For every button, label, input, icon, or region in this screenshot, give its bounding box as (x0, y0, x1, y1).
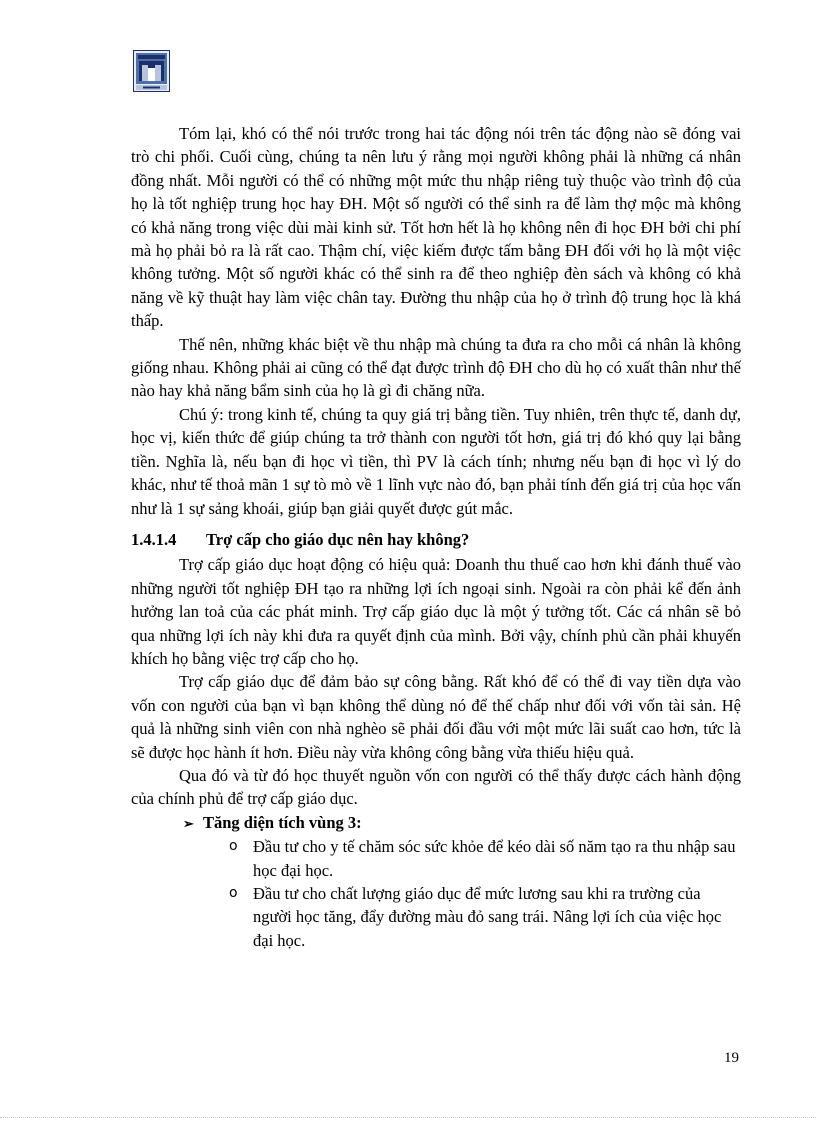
list-item-text: Đầu tư cho chất lượng giáo dục để mức lương sau khi ra trường của người học tăng, đẩy đường màu đỏ sang trái. Nâng lợi ích của việc học đại học. (253, 884, 722, 950)
list-item (131, 882, 741, 952)
list-item (131, 835, 741, 882)
paragraph: Trợ cấp giáo dục hoạt động có hiệu quả: Doanh thu thuế cao hơn khi đánh thuế vào những người tốt nghiệp ĐH tạo ra những lợi ích ngoại sinh. Ngoài ra còn phải kể đến ảnh hưởng lan toả của các phát minh. Trợ cấp giáo dục là một ý tưởng tốt. Các cá nhân sẽ bỏ qua những lợi ích này khi đưa ra quyết định của mình. Bởi vậy, chính phủ cần phải khuyến khích họ bằng việc trợ cấp cho họ. (131, 555, 741, 668)
subheading-text: Tăng diện tích vùng 3: (203, 812, 362, 832)
page-number: 19 (724, 1050, 739, 1066)
circle-bullet-icon: o (229, 838, 238, 855)
section-title: Trợ cấp cho giáo dục nên hay không? (206, 529, 470, 549)
list-item-text: Đầu tư cho y tế chăm sóc sức khỏe để kéo dài số năm tạo ra thu nhập sau học đại học. (253, 837, 736, 880)
paragraph: Thế nên, những khác biệt về thu nhập mà chúng ta đưa ra cho mỗi cá nhân là không giống nhau. Không phải ai cũng có thể đạt được trình độ ĐH cho dù họ có xuất thân như thế nào hay khả năng bẩm sinh của họ là gì đi chăng nữa. (131, 334, 741, 401)
section-number: 1.4.1.4 (131, 529, 177, 549)
page-bottom-divider (0, 1117, 816, 1118)
paragraph: Chú ý: trong kinh tế, chúng ta quy giá trị bằng tiền. Tuy nhiên, trên thực tế, danh dự, học vị, kiến thức để giúp chúng ta trở thành con người tốt hơn, giá trị đó khó quy lại bằng tiền. Nghĩa là, nếu bạn đi học vì tiền, thì PV là cách tính; nhưng nếu bạn đi học vì lý do khác, như tế thoả mãn 1 sự tò mò về 1 lĩnh vực nào đó, bạn phải tính đến giá trị của học vấn như là 1 sự sảng khoái, giúp bạn giải quyết được gút mắc. (131, 404, 741, 518)
paragraph: Qua đó và từ đó học thuyết nguồn vốn con người có thể thấy được cách hành động của chính phủ để trợ cấp giáo dục. (131, 765, 741, 809)
paragraph: Tóm lại, khó có thể nói trước trong hai tác động nói trên tác động nào sẽ đóng vai trò chi phối. Cuối cùng, chúng ta nên lưu ý rằng mọi người không phải là những cá nhân đồng nhất. Mỗi người có thể có những một mức thu nhập riêng tuỳ thuộc vào trình độ của họ là tốt nghiệp trung học hay ĐH. Một số người có thể sinh ra để làm thợ mộc mà không có khả năng trong việc dùi mài kinh sử. Tốt hơn hết là họ không nên đi học ĐH bởi chi phí mà họ phải bỏ ra là rất cao. Thậm chí, việc kiếm được tấm bằng ĐH đối với họ là một việc không tưởng. Một số người khác có thể sinh ra để theo nghiệp đèn sách và không có khả năng về kỹ thuật hay làm việc chân tay. Đường thu nhập của họ ở trình độ trung học là khá thấp. (131, 124, 741, 331)
gate-building-icon (133, 50, 170, 92)
bullet-list (131, 835, 741, 952)
section-heading (131, 528, 741, 551)
document-body (131, 122, 741, 952)
paragraph: Trợ cấp giáo dục để đảm bảo sự công bằng. Rất khó để có thể đi vay tiền dựa vào vốn con người của bạn vì bạn không thể dùng nó để thế chấp như đối với vốn tài sản. Hệ quả là những sinh viên con nhà nghèo sẽ phải đối đầu với một mức lãi suất cao hơn, tức là sẽ được học hành ít hơn. Điều này vừa không công bằng vừa thiếu hiệu quả. (131, 672, 741, 762)
arrowhead-bullet-icon: ➢ (183, 815, 194, 831)
logo-icon (133, 50, 170, 92)
subheading (183, 811, 741, 835)
circle-bullet-icon: o (229, 885, 238, 901)
